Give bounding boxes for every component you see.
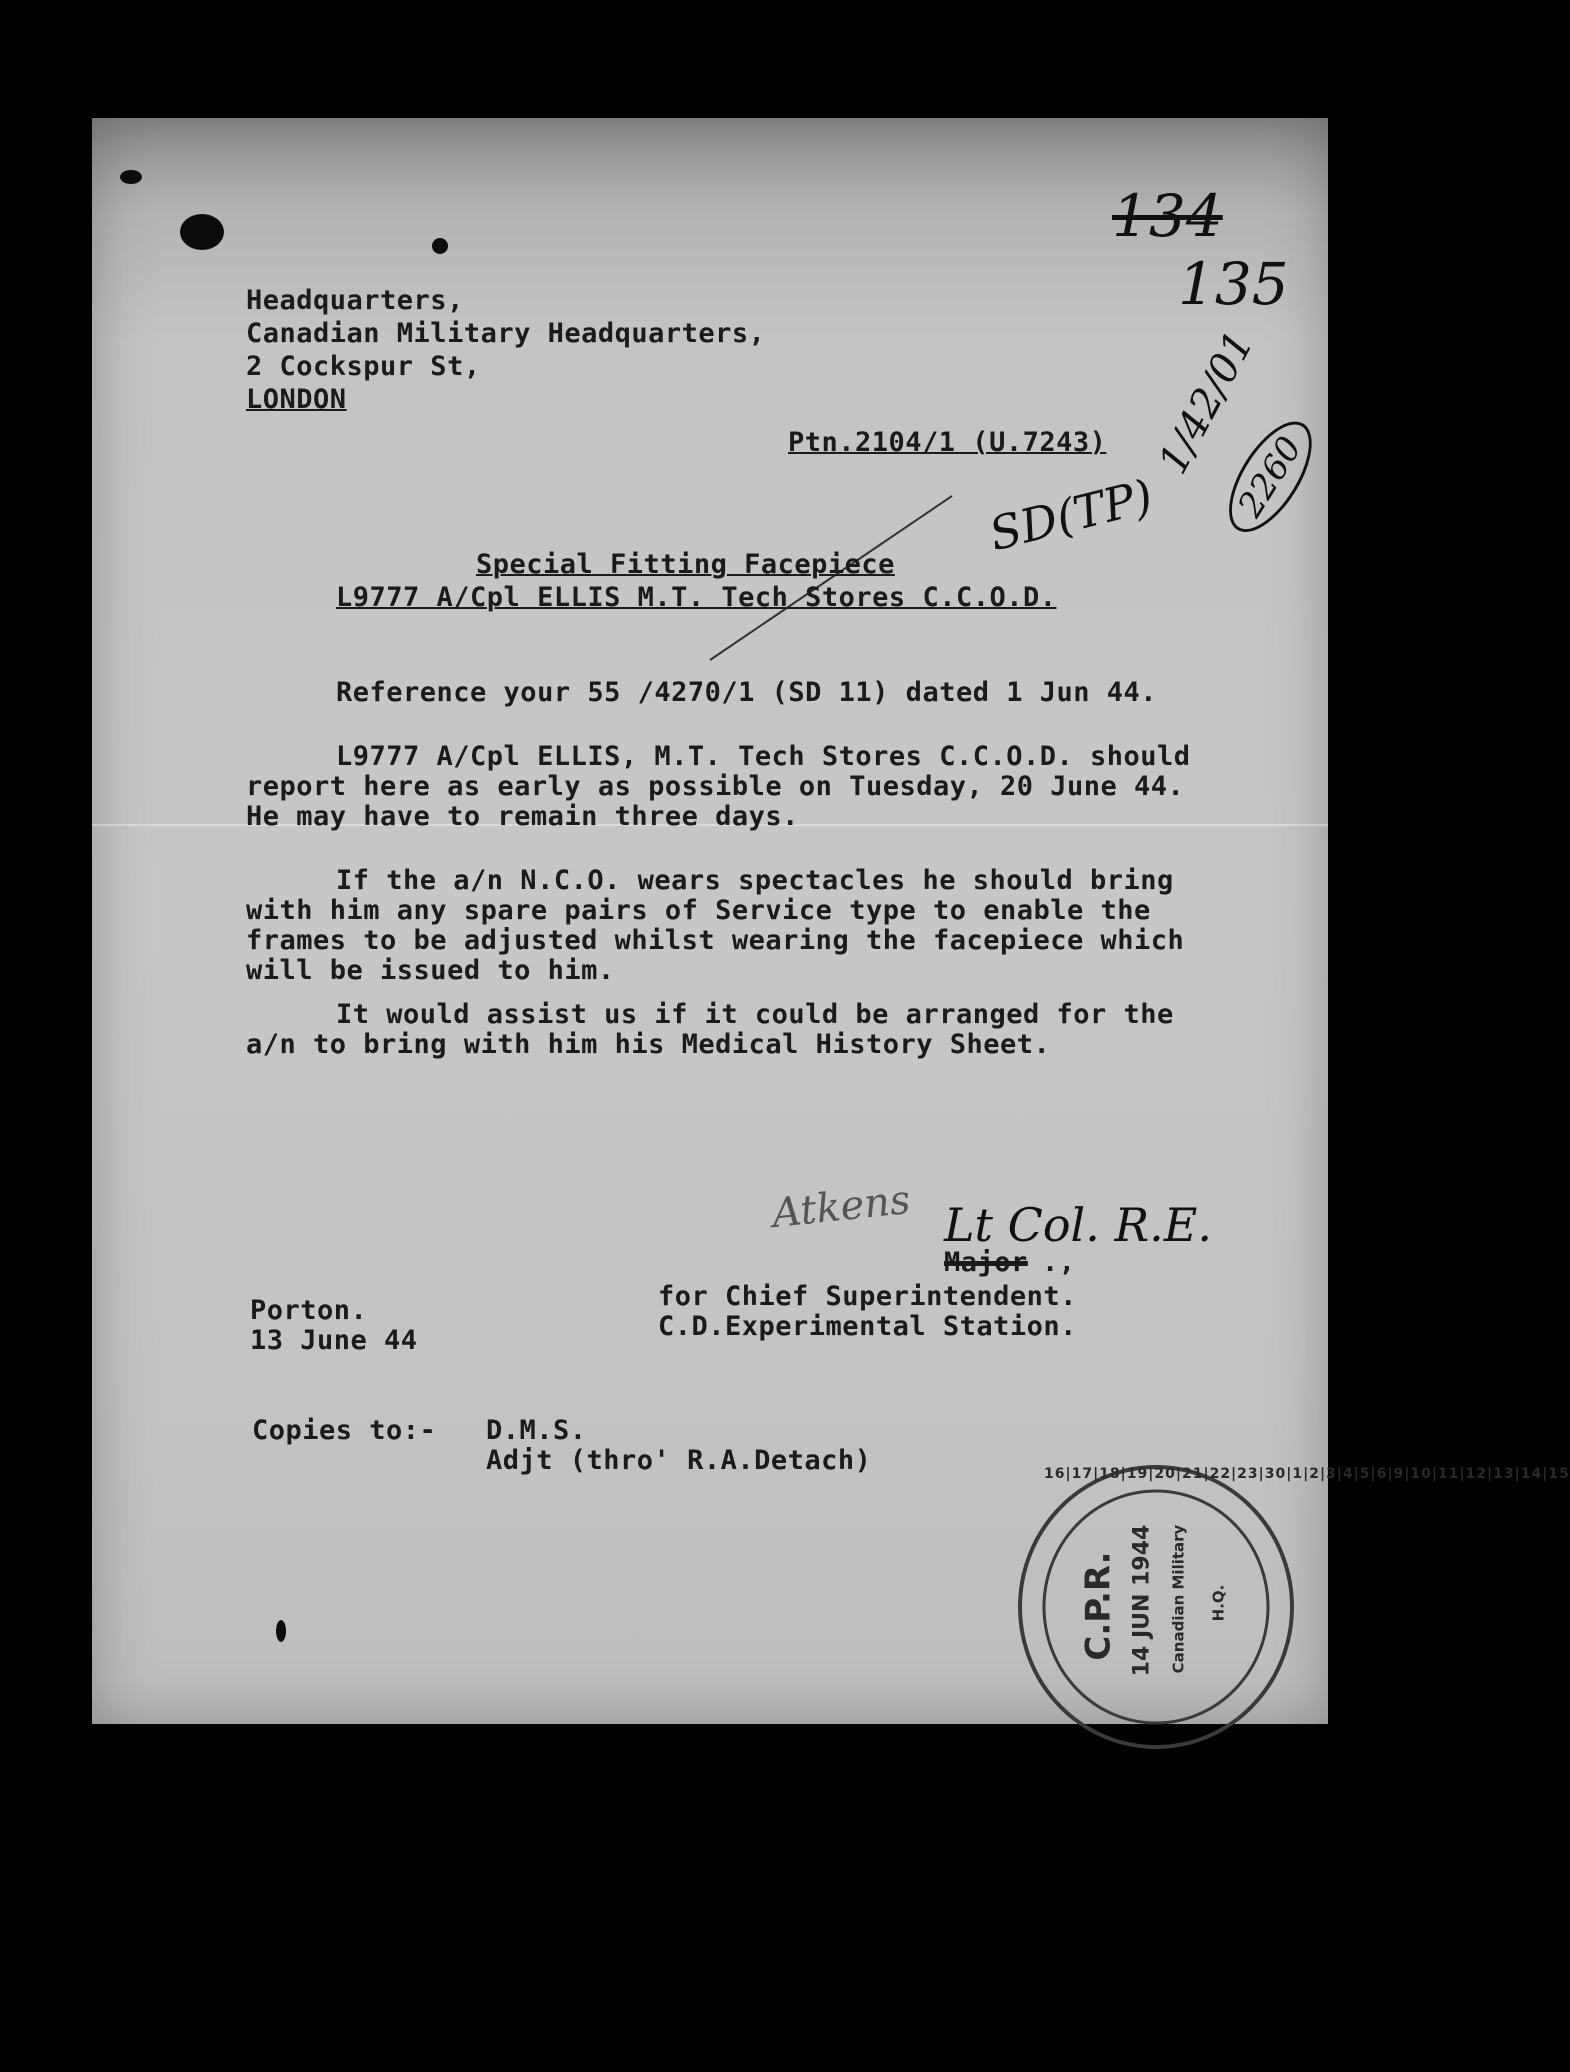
body-paragraph: He may have to remain three days.	[246, 801, 799, 832]
page-number: 135	[1178, 250, 1289, 318]
handwritten-file-ref: SD(TP)	[983, 468, 1158, 562]
copies-label: Copies to:-	[252, 1415, 437, 1446]
copies-recipient: Adjt (thro' R.A.Detach)	[486, 1445, 872, 1476]
date: 13 June 44	[250, 1325, 418, 1356]
handwritten-initials: Atkens	[769, 1176, 913, 1238]
body-paragraph: Reference your 55 /4270/1 (SD 11) dated 1 Jun 44.	[336, 677, 1158, 708]
address-line: Headquarters,	[246, 285, 464, 316]
ink-blot	[120, 170, 142, 184]
address-line: Canadian Military Headquarters,	[246, 318, 766, 349]
subject-title: Special Fitting Facepiece	[476, 549, 895, 580]
page-number-struck: 134	[1112, 182, 1223, 250]
body-paragraph: a/n to bring with him his Medical History Sheet.	[246, 1029, 1051, 1060]
body-paragraph: will be issued to him.	[246, 955, 615, 986]
subject-name: L9777 A/Cpl ELLIS M.T. Tech Stores C.C.O.D.	[336, 582, 1057, 613]
body-paragraph: It would assist us if it could be arranged for the	[336, 999, 1174, 1030]
ink-blot	[432, 238, 448, 254]
signature-suffix: .,	[1042, 1247, 1076, 1278]
stamp-org: H.Q.	[1209, 1584, 1228, 1622]
stamp-date: 14 JUN 1944	[1129, 1524, 1155, 1677]
received-stamp	[1014, 1462, 1570, 1752]
body-paragraph: with him any spare pairs of Service type to enable the	[246, 895, 1151, 926]
handwritten-file-number: 1/42/01	[1150, 323, 1264, 482]
address-city: LONDON	[246, 384, 347, 415]
copies-recipient: D.M.S.	[486, 1415, 587, 1446]
body-paragraph: frames to be adjusted whilst wearing the facepiece which	[246, 925, 1185, 956]
signature-rank-struck: Major	[944, 1247, 1028, 1278]
stamp-org: Canadian Military	[1169, 1524, 1188, 1674]
reference-number: Ptn.2104/1 (U.7243)	[788, 427, 1107, 458]
body-paragraph: report here as early as possible on Tuesday, 20 June 44.	[246, 771, 1185, 802]
ink-blot	[180, 214, 224, 250]
place: Porton.	[250, 1295, 368, 1326]
ink-blot	[276, 1620, 286, 1642]
signature-rank: Lt Col. R.E.	[944, 1198, 1212, 1252]
handwritten-circled-number: 2260	[1213, 409, 1328, 545]
body-paragraph: If the a/n N.C.O. wears spectacles he should bring	[336, 865, 1174, 896]
signature-for-line: for Chief Superintendent.	[658, 1281, 1077, 1312]
body-paragraph: L9777 A/Cpl ELLIS, M.T. Tech Stores C.C.O.D. should	[336, 741, 1191, 772]
document-page	[92, 118, 1570, 1724]
stamp-initials: C.P.R.	[1078, 1551, 1119, 1661]
address-line: 2 Cockspur St,	[246, 351, 481, 382]
signature-station: C.D.Experimental Station.	[658, 1311, 1077, 1342]
stamp-ring-numbers: 16|17|18|19|20|21|22|23|30|1|2|3|4|5|6|9|10|11|12|13|14|15	[1044, 1466, 1570, 1482]
